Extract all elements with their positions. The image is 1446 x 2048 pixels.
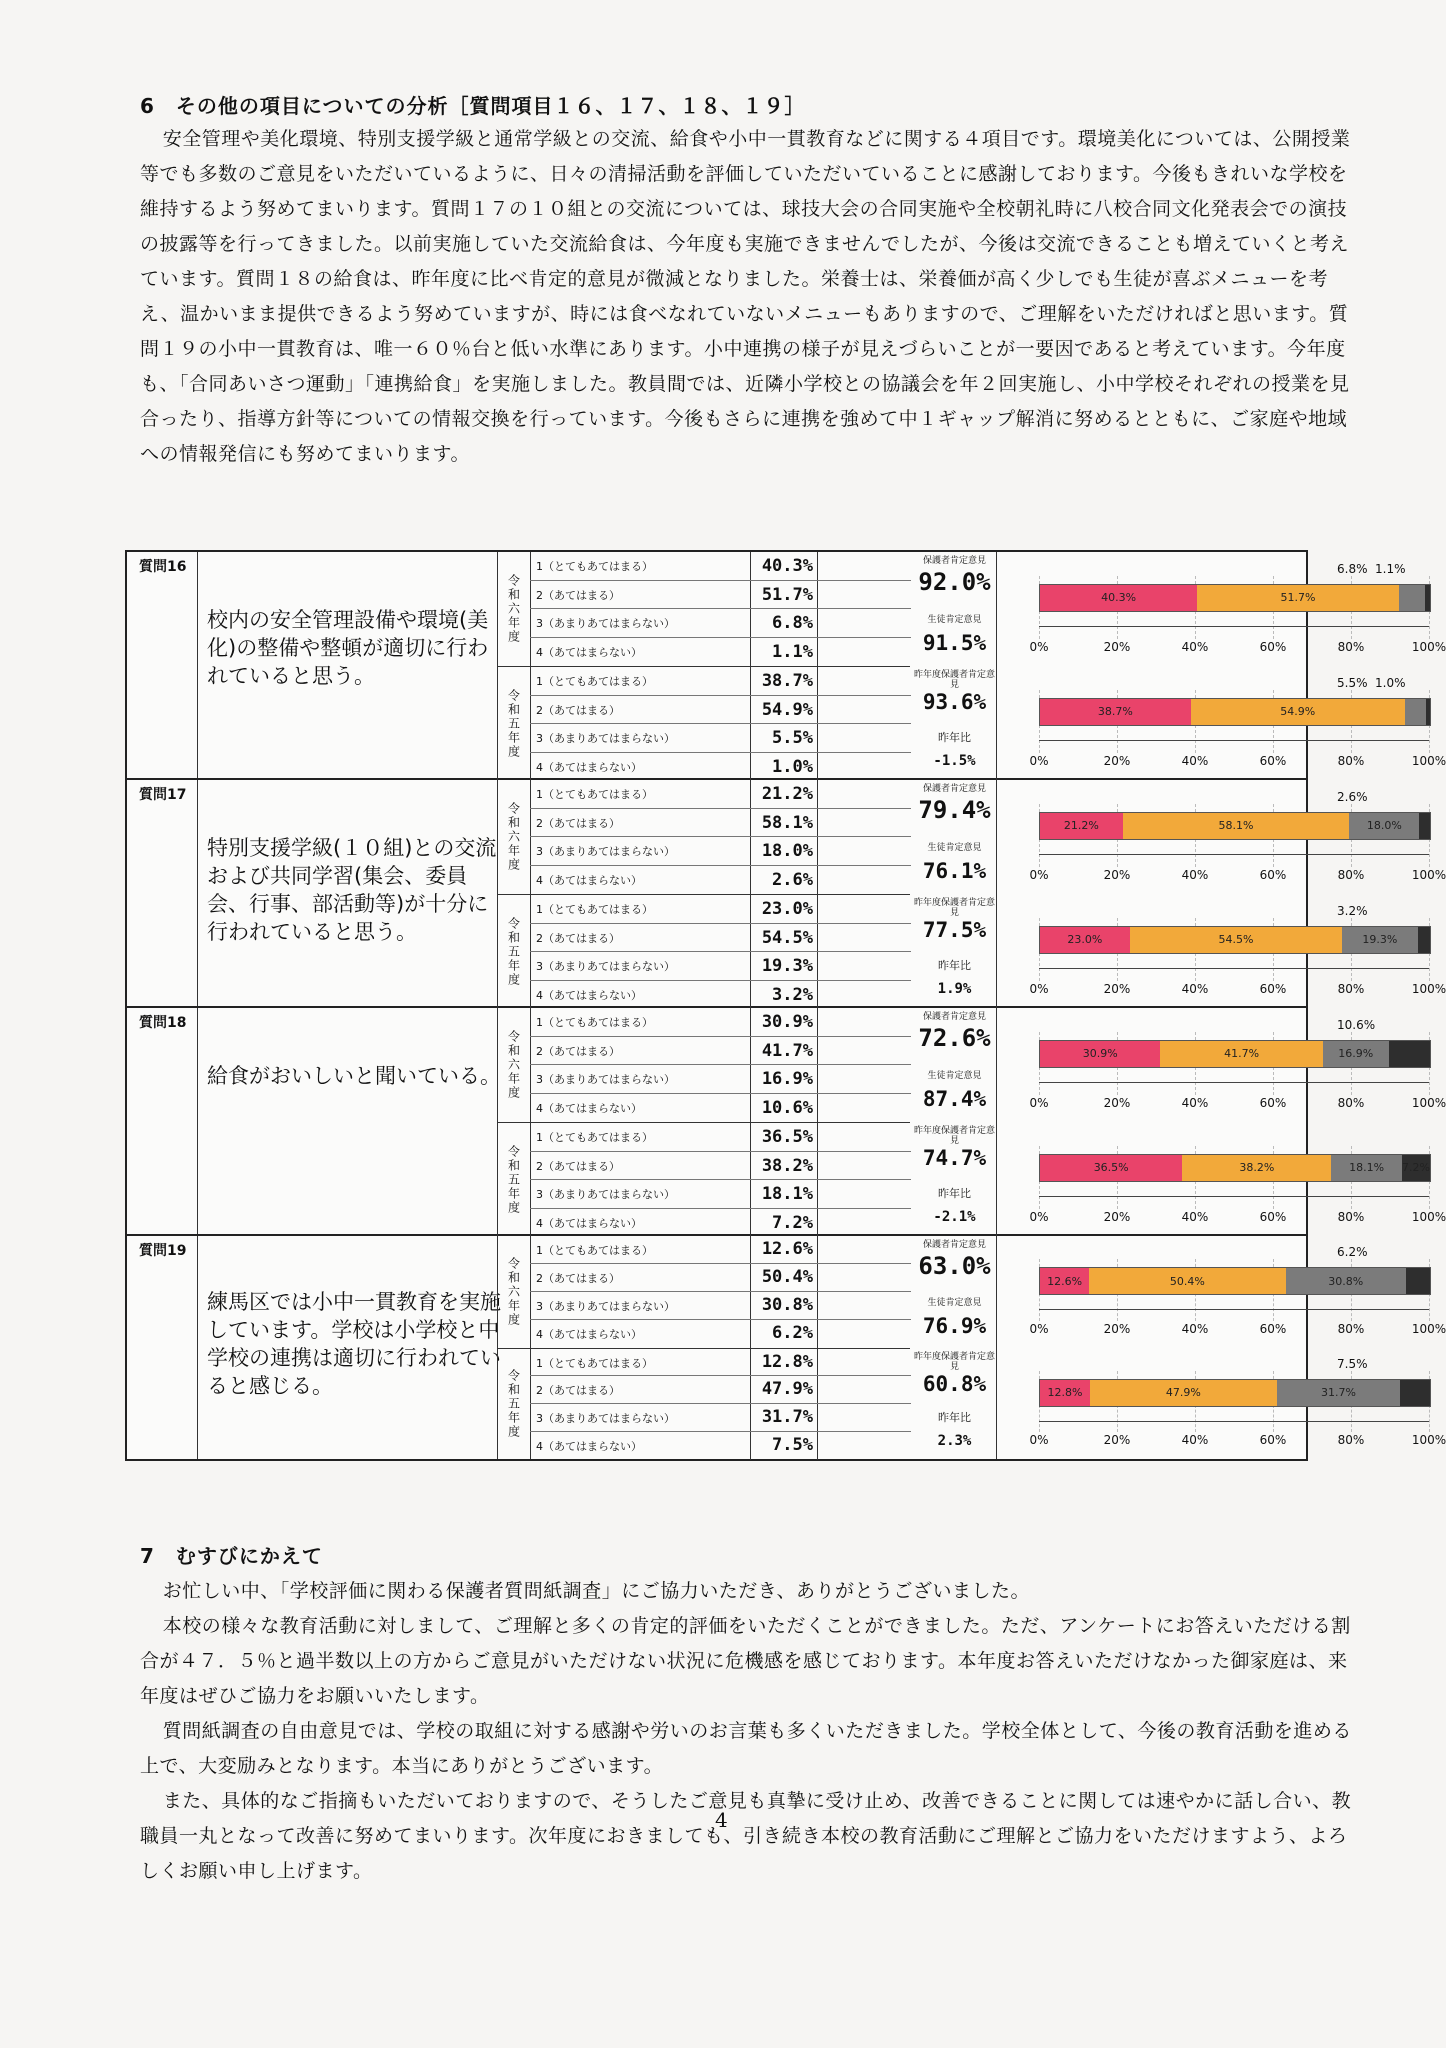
section7-title: 7 むすびにかえて xyxy=(140,1544,323,1568)
bar-segment: 36.5% xyxy=(1040,1155,1182,1181)
era-label-r5: 令和五年度 xyxy=(498,1349,531,1460)
answer-option-label: 4（あてはまらない） xyxy=(536,1101,642,1115)
question-block xyxy=(127,1008,1446,1236)
bar-segment: 12.6% xyxy=(1040,1268,1089,1294)
answer-percentage: 31.7% xyxy=(750,1404,818,1431)
answer-row xyxy=(530,552,911,581)
segment-outside-label: 1.0% xyxy=(1375,675,1406,690)
answer-option-label: 2（あてはまる） xyxy=(536,1384,620,1398)
axis-line xyxy=(1039,740,1429,741)
era-group xyxy=(497,1008,910,1122)
bar-segment xyxy=(1389,1041,1430,1067)
answer-row xyxy=(530,837,911,866)
axis-tick-label: 40% xyxy=(1181,640,1209,654)
question-number-column xyxy=(127,552,198,778)
segment-outside-label: 7.5% xyxy=(1337,1356,1368,1371)
answer-option-label: 1（とてもあてはまる） xyxy=(536,1356,653,1370)
answer-row xyxy=(530,638,911,667)
axis-tick-label: 60% xyxy=(1259,1321,1287,1336)
answer-row xyxy=(530,667,911,696)
answer-row xyxy=(530,1008,911,1037)
summary-column xyxy=(912,666,997,780)
answer-percentage: 54.5% xyxy=(750,924,818,952)
student-positive-label: 生徒肯定意見 xyxy=(927,843,982,853)
prev-parent-positive-label: 昨年度保護者肯定意見 xyxy=(913,1351,995,1372)
era-label-r6: 令和六年度 xyxy=(498,1236,531,1348)
axis-tick-label: 0% xyxy=(1029,1210,1049,1224)
answer-row xyxy=(530,1209,911,1238)
question-number: 質問19 xyxy=(139,1243,187,1259)
stacked-bar-chart xyxy=(1007,1348,1446,1460)
stacked-bar xyxy=(1039,1267,1431,1295)
axis-line xyxy=(1039,1421,1429,1422)
summary-column xyxy=(912,1122,997,1236)
axis-tick-label: 40% xyxy=(1181,1096,1209,1110)
answer-percentage: 36.5% xyxy=(750,1123,818,1151)
answer-option-label: 1（とてもあてはまる） xyxy=(536,903,653,916)
section6-title: 6 その他の項目についての分析［質問項目１６、１７、１８、１９］ xyxy=(140,94,806,118)
survey-table xyxy=(125,550,1446,1461)
answer-percentage: 19.3% xyxy=(750,952,818,980)
answer-percentage: 51.7% xyxy=(750,581,818,609)
stacked-bar xyxy=(1039,1154,1431,1182)
answer-percentage: 1.1% xyxy=(750,638,818,667)
stacked-bar-chart xyxy=(1007,780,1446,894)
axis-tick-label: 80% xyxy=(1337,1096,1365,1110)
answer-row xyxy=(530,1376,911,1404)
answer-percentage: 7.2% xyxy=(750,1209,818,1238)
bar-segment: 30.8% xyxy=(1286,1268,1406,1294)
axis-tick-label: 80% xyxy=(1337,754,1365,768)
parent-positive-label: 保護者肯定意見 xyxy=(922,1240,986,1250)
answer-percentage: 18.0% xyxy=(750,837,818,865)
bar-segment xyxy=(1425,585,1429,611)
student-positive-label: 生徒肯定意見 xyxy=(927,615,982,625)
answer-row xyxy=(530,1264,911,1292)
axis-tick-label: 100% xyxy=(1411,640,1446,654)
axis-tick-label: 40% xyxy=(1181,1433,1209,1447)
era-group xyxy=(497,894,910,1008)
stacked-bar-chart xyxy=(1007,1236,1446,1348)
axis-tick-label: 20% xyxy=(1103,1433,1131,1447)
stacked-bar xyxy=(1039,1040,1431,1068)
bar-segment xyxy=(1406,1268,1430,1294)
bar-segment: 16.9% xyxy=(1323,1041,1389,1067)
answer-option-label: 1（とてもあてはまる） xyxy=(536,788,653,801)
answer-option-label: 4（あてはまらない） xyxy=(536,988,642,1002)
answer-row xyxy=(530,924,911,953)
yoy-value: 2.3% xyxy=(937,1433,972,1450)
bar-segment: 47.9% xyxy=(1090,1380,1277,1406)
bar-segment: 31.7% xyxy=(1277,1380,1401,1406)
answer-option-label: 3（あまりあてはまらない） xyxy=(536,1299,675,1313)
bar-segment: 19.3% xyxy=(1342,927,1417,953)
yoy-label: 昨年比 xyxy=(938,731,971,744)
segment-outside-label: 6.2% xyxy=(1337,1245,1368,1260)
answer-option-label: 4（あてはまらない） xyxy=(536,1327,642,1341)
axis-tick-label: 60% xyxy=(1259,1433,1287,1447)
answer-percentage: 2.6% xyxy=(750,866,818,895)
student-positive-value: 87.4% xyxy=(922,1087,987,1111)
answer-row xyxy=(530,809,911,838)
axis-tick-label: 80% xyxy=(1337,1210,1365,1224)
answer-row xyxy=(530,1123,911,1152)
answer-percentage: 1.0% xyxy=(750,753,818,782)
axis-tick-label: 60% xyxy=(1259,1096,1287,1110)
prev-parent-positive-value: 93.6% xyxy=(922,690,987,714)
axis-tick-label: 40% xyxy=(1181,982,1209,996)
answer-percentage: 7.5% xyxy=(750,1432,818,1460)
answer-percentage: 50.4% xyxy=(750,1264,818,1291)
axis-line xyxy=(1039,854,1429,855)
question-block xyxy=(127,552,1446,780)
section7-paragraph-1: お忙しい中、「学校評価に関わる保護者質問紙調査」にご協力いただき、ありがとうございました。 xyxy=(162,1580,1031,1602)
student-positive-value: 91.5% xyxy=(922,631,987,655)
answer-row xyxy=(530,1432,911,1460)
axis-tick-label: 0% xyxy=(1029,640,1049,654)
question-text: 練馬区では小中一貫教育を実施しています。学校は小学校と中学校の連携は適切に行われていると感じる。 xyxy=(207,1289,501,1398)
question-text: 校内の安全管理設備や環境(美化)の整備や整頓が適切に行われていると思う。 xyxy=(207,608,489,688)
answer-option-label: 1（とてもあてはまる） xyxy=(536,1016,653,1029)
answer-option-label: 3（あまりあてはまらない） xyxy=(536,732,675,745)
era-label-r6: 令和六年度 xyxy=(498,1008,531,1122)
axis-tick-label: 20% xyxy=(1103,754,1131,768)
question-number: 質問18 xyxy=(139,1015,187,1031)
answer-option-label: 2（あてはまる） xyxy=(536,931,620,945)
stacked-bar-chart xyxy=(1007,894,1446,1008)
segment-outside-label: 3.2% xyxy=(1337,903,1368,918)
bar-segment: 38.7% xyxy=(1040,699,1191,725)
yoy-label: 昨年比 xyxy=(938,1187,971,1200)
prev-parent-positive-label: 昨年度保護者肯定意見 xyxy=(913,670,995,690)
answer-row xyxy=(530,952,911,981)
era-label-r6: 令和六年度 xyxy=(498,552,531,666)
answer-row xyxy=(530,1292,911,1320)
section7-paragraph-3: 質問紙調査の自由意見では、学校の取組に対する感謝や労いのお言葉も多くいただきました。学校全体として、今後の教育活動を進める上で、大変励みとなります。本当にありがとうございます。 xyxy=(140,1720,1352,1777)
answer-option-label: 4（あてはまらない） xyxy=(536,1440,642,1454)
answer-option-label: 2（あてはまる） xyxy=(536,1044,620,1058)
question-number: 質問16 xyxy=(139,559,187,575)
yoy-value: 1.9% xyxy=(937,981,972,997)
bar-segment: 18.0% xyxy=(1349,813,1419,839)
answer-row xyxy=(530,866,911,895)
era-group xyxy=(497,1236,910,1348)
answer-percentage: 18.1% xyxy=(750,1180,818,1208)
axis-tick-label: 60% xyxy=(1259,1210,1287,1224)
axis-tick-label: 40% xyxy=(1181,868,1209,882)
stacked-bar xyxy=(1039,812,1431,840)
answer-percentage: 5.5% xyxy=(750,724,818,752)
answer-percentage: 6.2% xyxy=(750,1320,818,1348)
segment-outside-label: 1.1% xyxy=(1375,561,1406,576)
answer-option-label: 1（とてもあてはまる） xyxy=(536,1131,653,1144)
bar-segment: 23.0% xyxy=(1040,927,1130,953)
stacked-bar xyxy=(1039,926,1431,954)
axis-tick-label: 100% xyxy=(1411,1096,1446,1110)
answer-row xyxy=(530,780,911,809)
answer-row xyxy=(530,1236,911,1264)
axis-tick-label: 40% xyxy=(1181,1210,1209,1224)
axis-line xyxy=(1039,1082,1429,1083)
bar-segment xyxy=(1418,927,1430,953)
answer-row xyxy=(530,1037,911,1066)
answer-option-label: 1（とてもあてはまる） xyxy=(536,560,653,573)
prev-parent-positive-value: 77.5% xyxy=(922,918,987,942)
answer-percentage: 40.3% xyxy=(750,552,818,580)
stacked-bar xyxy=(1039,1379,1431,1407)
axis-tick-label: 20% xyxy=(1103,1096,1131,1110)
summary-column xyxy=(912,552,997,666)
era-label-r5: 令和五年度 xyxy=(498,1123,531,1236)
section6-paragraph: 安全管理や美化環境、特別支援学級と通常学級との交流、給食や小中一貫教育などに関する４項目です。環境美化については、公開授業等でも多数のご意見をいただいているように、日々の清掃活動を評価していただいていることに感謝しております。今後もきれいな学校を維持するよう努めてまいります。質問１７の１０組との交流については、球技大会の合同実施や全校朝礼時に八校合同文化発表会での演技の披露等を行ってきました。以前実施していた交流給食は、今年度も実施できませんでしたが、今後は交流できることも増えていくと考えています。質問１８の給食は、昨年度に比べ肯定的意見が微減となりました。栄養士は、栄養価が高く少しでも生徒が喜ぶメニューを考え、温かいまま提供できるよう努めていますが、時には食べなれていないメニューもありますので、ご理解をいただければと思います。質問１９の小中一貫教育は、唯一６０％台と低い水準にあります。小中連携の様子が見えづらいことが一要因であると考えています。今年度も、「合同あいさつ運動」「連携給食」を実施しました。教員間では、近隣小学校との協議会を年２回実施し、小中学校それぞれの授業を見合ったり、指導方針等についての情報交換を行っています。今後もさらに連携を強めて中１ギャップ解消に努めるとともに、ご家庭や地域への情報発信にも努めてまいります。 xyxy=(140,128,1351,465)
axis-tick-label: 60% xyxy=(1259,754,1287,768)
prev-parent-positive-value: 74.7% xyxy=(922,1146,987,1170)
summary-column xyxy=(912,1008,997,1122)
bar-segment xyxy=(1405,699,1426,725)
answer-percentage: 30.9% xyxy=(750,1008,818,1036)
axis-line xyxy=(1039,1309,1429,1310)
axis-tick-label: 80% xyxy=(1337,1321,1365,1336)
prev-parent-positive-value: 60.8% xyxy=(922,1371,987,1396)
bar-segment xyxy=(1399,585,1426,611)
bar-segment: 50.4% xyxy=(1089,1268,1286,1294)
answer-option-label: 1（とてもあてはまる） xyxy=(536,675,653,688)
parent-positive-value: 63.0% xyxy=(918,1252,991,1280)
bar-segment: 58.1% xyxy=(1123,813,1350,839)
bar-segment: 18.1% xyxy=(1331,1155,1402,1181)
segment-outside-label: 6.8% xyxy=(1337,561,1368,576)
answer-percentage: 30.8% xyxy=(750,1292,818,1319)
answer-row xyxy=(530,609,911,638)
answer-row xyxy=(530,1349,911,1377)
answer-percentage: 23.0% xyxy=(750,895,818,923)
axis-tick-label: 80% xyxy=(1337,1433,1365,1447)
summary-column xyxy=(912,894,997,1008)
axis-tick-label: 20% xyxy=(1103,640,1131,654)
answer-option-label: 4（あてはまらない） xyxy=(536,1216,642,1230)
summary-column xyxy=(912,1236,997,1348)
prev-parent-positive-label: 昨年度保護者肯定意見 xyxy=(913,1126,995,1146)
answer-row xyxy=(530,1320,911,1348)
era-group xyxy=(497,552,910,666)
axis-tick-label: 20% xyxy=(1103,1321,1131,1336)
axis-tick-label: 80% xyxy=(1337,982,1365,996)
answer-row xyxy=(530,696,911,725)
axis-line xyxy=(1039,968,1429,969)
answer-option-label: 4（あてはまらない） xyxy=(536,873,642,887)
axis-tick-label: 40% xyxy=(1181,1321,1209,1336)
answer-option-label: 2（あてはまる） xyxy=(536,703,620,717)
axis-line xyxy=(1039,626,1429,627)
answer-option-label: 3（あまりあてはまらない） xyxy=(536,1412,675,1426)
axis-tick-label: 0% xyxy=(1029,1096,1049,1110)
yoy-value: -2.1% xyxy=(933,1209,976,1225)
answer-option-label: 3（あまりあてはまらない） xyxy=(536,617,675,630)
question-number: 質問17 xyxy=(139,787,187,803)
answer-row xyxy=(530,895,911,924)
stacked-bar-chart xyxy=(1007,552,1446,666)
question-text: 給食がおいしいと聞いている。 xyxy=(207,1064,501,1088)
answer-percentage: 12.6% xyxy=(750,1236,818,1263)
era-label-r5: 令和五年度 xyxy=(498,667,531,780)
answer-option-label: 4（あてはまらない） xyxy=(536,760,642,774)
parent-positive-label: 保護者肯定意見 xyxy=(922,784,986,794)
axis-tick-label: 0% xyxy=(1029,754,1049,768)
question-text: 特別支援学級(１０組)との交流および共同学習(集会、委員会、行事、部活動等)が十分に行われていると思う。 xyxy=(207,836,497,944)
section6-body xyxy=(140,122,1355,472)
student-positive-label: 生徒肯定意見 xyxy=(927,1071,982,1081)
axis-tick-label: 100% xyxy=(1411,1210,1446,1224)
axis-line xyxy=(1039,1196,1429,1197)
stacked-bar-chart xyxy=(1007,1122,1446,1236)
answer-percentage: 38.7% xyxy=(750,667,818,695)
stacked-bar-chart xyxy=(1007,1008,1446,1122)
axis-tick-label: 100% xyxy=(1411,982,1446,996)
yoy-label: 昨年比 xyxy=(938,959,971,972)
axis-tick-label: 20% xyxy=(1103,1210,1131,1224)
answer-percentage: 54.9% xyxy=(750,696,818,724)
axis-tick-label: 0% xyxy=(1029,1321,1049,1336)
answer-row xyxy=(530,981,911,1010)
summary-column xyxy=(912,1348,997,1460)
yoy-value: -1.5% xyxy=(933,753,976,769)
axis-tick-label: 60% xyxy=(1259,868,1287,882)
answer-percentage: 3.2% xyxy=(750,981,818,1010)
era-group xyxy=(497,1348,910,1460)
section7-paragraph-4: また、具体的なご指摘もいただいておりますので、そうしたご意見も真摯に受け止め、改善できることに関しては速やかに話し合い、教職員一丸となって改善に努めてまいります。次年度におきましても、引き続き本校の教育活動にご理解とご協力をいただけますよう、よろしくお願い申し上げます。 xyxy=(140,1790,1352,1882)
era-label-r5: 令和五年度 xyxy=(498,895,531,1008)
answer-option-label: 4（あてはまらない） xyxy=(536,645,642,659)
axis-tick-label: 20% xyxy=(1103,868,1131,882)
bar-segment: 40.3% xyxy=(1040,585,1197,611)
axis-tick-label: 100% xyxy=(1411,754,1446,768)
answer-percentage: 6.8% xyxy=(750,609,818,637)
bar-segment: 30.9% xyxy=(1040,1041,1160,1067)
era-label-r6: 令和六年度 xyxy=(498,780,531,894)
student-positive-label: 生徒肯定意見 xyxy=(927,1297,982,1308)
parent-positive-label: 保護者肯定意見 xyxy=(922,556,986,566)
answer-option-label: 3（あまりあてはまらない） xyxy=(536,1188,675,1201)
prev-parent-positive-label: 昨年度保護者肯定意見 xyxy=(913,898,995,918)
bar-segment xyxy=(1426,699,1430,725)
axis-tick-label: 0% xyxy=(1029,1433,1049,1447)
axis-tick-label: 100% xyxy=(1411,868,1446,882)
bar-segment xyxy=(1400,1380,1429,1406)
bar-segment: 51.7% xyxy=(1197,585,1399,611)
era-group xyxy=(497,666,910,780)
question-number-column xyxy=(127,780,198,1006)
answer-percentage: 58.1% xyxy=(750,809,818,837)
parent-positive-value: 72.6% xyxy=(918,1024,991,1052)
section7-paragraph-2: 本校の様々な教育活動に対しまして、ご理解と多くの肯定的評価をいただくことができました。ただ、アンケートにお答えいただける割合が４７．５％と過半数以上の方からご意見がいただけない状況に危機感を感じております。本年度お答えいただけなかった御家庭は、来年度はぜひご協力をお願いいたします。 xyxy=(140,1615,1351,1707)
segment-outside-label: 5.5% xyxy=(1337,675,1368,690)
stacked-bar xyxy=(1039,698,1431,726)
answer-option-label: 2（あてはまる） xyxy=(536,1159,620,1173)
answer-option-label: 2（あてはまる） xyxy=(536,816,620,830)
answer-option-label: 2（あてはまる） xyxy=(536,588,620,602)
axis-tick-label: 0% xyxy=(1029,982,1049,996)
answer-row xyxy=(530,1152,911,1181)
parent-positive-value: 79.4% xyxy=(918,796,991,824)
bar-segment xyxy=(1419,813,1429,839)
answer-row xyxy=(530,1065,911,1094)
question-block xyxy=(127,780,1446,1008)
axis-tick-label: 100% xyxy=(1411,1321,1446,1336)
era-group xyxy=(497,780,910,894)
segment-outside-label: 2.6% xyxy=(1337,789,1368,804)
answer-row xyxy=(530,753,911,782)
answer-percentage: 10.6% xyxy=(750,1094,818,1123)
axis-tick-label: 40% xyxy=(1181,754,1209,768)
summary-column xyxy=(912,780,997,894)
question-block xyxy=(127,1236,1446,1459)
page-number: 4 xyxy=(715,1808,728,1832)
axis-tick-label: 0% xyxy=(1029,868,1049,882)
bar-segment: 38.2% xyxy=(1182,1155,1331,1181)
answer-row xyxy=(530,1404,911,1432)
bar-segment: 21.2% xyxy=(1040,813,1123,839)
answer-option-label: 3（あまりあてはまらない） xyxy=(536,845,675,858)
bar-segment: 54.9% xyxy=(1191,699,1405,725)
axis-tick-label: 20% xyxy=(1103,982,1131,996)
bar-segment: 54.5% xyxy=(1130,927,1343,953)
stacked-bar-chart xyxy=(1007,666,1446,780)
segment-outside-label: 10.6% xyxy=(1337,1017,1376,1032)
student-positive-value: 76.9% xyxy=(922,1313,987,1338)
answer-percentage: 12.8% xyxy=(750,1349,818,1376)
answer-percentage: 21.2% xyxy=(750,780,818,808)
answer-row xyxy=(530,724,911,753)
answer-option-label: 3（あまりあてはまらない） xyxy=(536,1073,675,1086)
student-positive-value: 76.1% xyxy=(922,859,987,883)
parent-positive-label: 保護者肯定意見 xyxy=(922,1012,986,1022)
answer-percentage: 38.2% xyxy=(750,1152,818,1180)
axis-tick-label: 60% xyxy=(1259,982,1287,996)
question-number-column xyxy=(127,1008,198,1234)
bar-segment: 41.7% xyxy=(1160,1041,1322,1067)
answer-row xyxy=(530,581,911,610)
question-number-column xyxy=(127,1236,198,1459)
era-group xyxy=(497,1122,910,1236)
bar-segment: 12.8% xyxy=(1040,1380,1090,1406)
axis-tick-label: 100% xyxy=(1411,1433,1446,1447)
axis-tick-label: 80% xyxy=(1337,868,1365,882)
answer-percentage: 41.7% xyxy=(750,1037,818,1065)
parent-positive-value: 92.0% xyxy=(918,568,991,596)
answer-percentage: 47.9% xyxy=(750,1376,818,1403)
stacked-bar xyxy=(1039,584,1431,612)
answer-percentage: 16.9% xyxy=(750,1065,818,1093)
answer-option-label: 3（あまりあてはまらない） xyxy=(536,960,675,973)
answer-row xyxy=(530,1094,911,1123)
section7-body xyxy=(140,1574,1355,1889)
axis-tick-label: 60% xyxy=(1259,640,1287,654)
answer-option-label: 1（とてもあてはまる） xyxy=(536,1244,653,1257)
bar-segment: 7.2% xyxy=(1402,1155,1430,1181)
yoy-label: 昨年比 xyxy=(938,1411,971,1425)
answer-option-label: 2（あてはまる） xyxy=(536,1271,620,1285)
answer-row xyxy=(530,1180,911,1209)
axis-tick-label: 80% xyxy=(1337,640,1365,654)
